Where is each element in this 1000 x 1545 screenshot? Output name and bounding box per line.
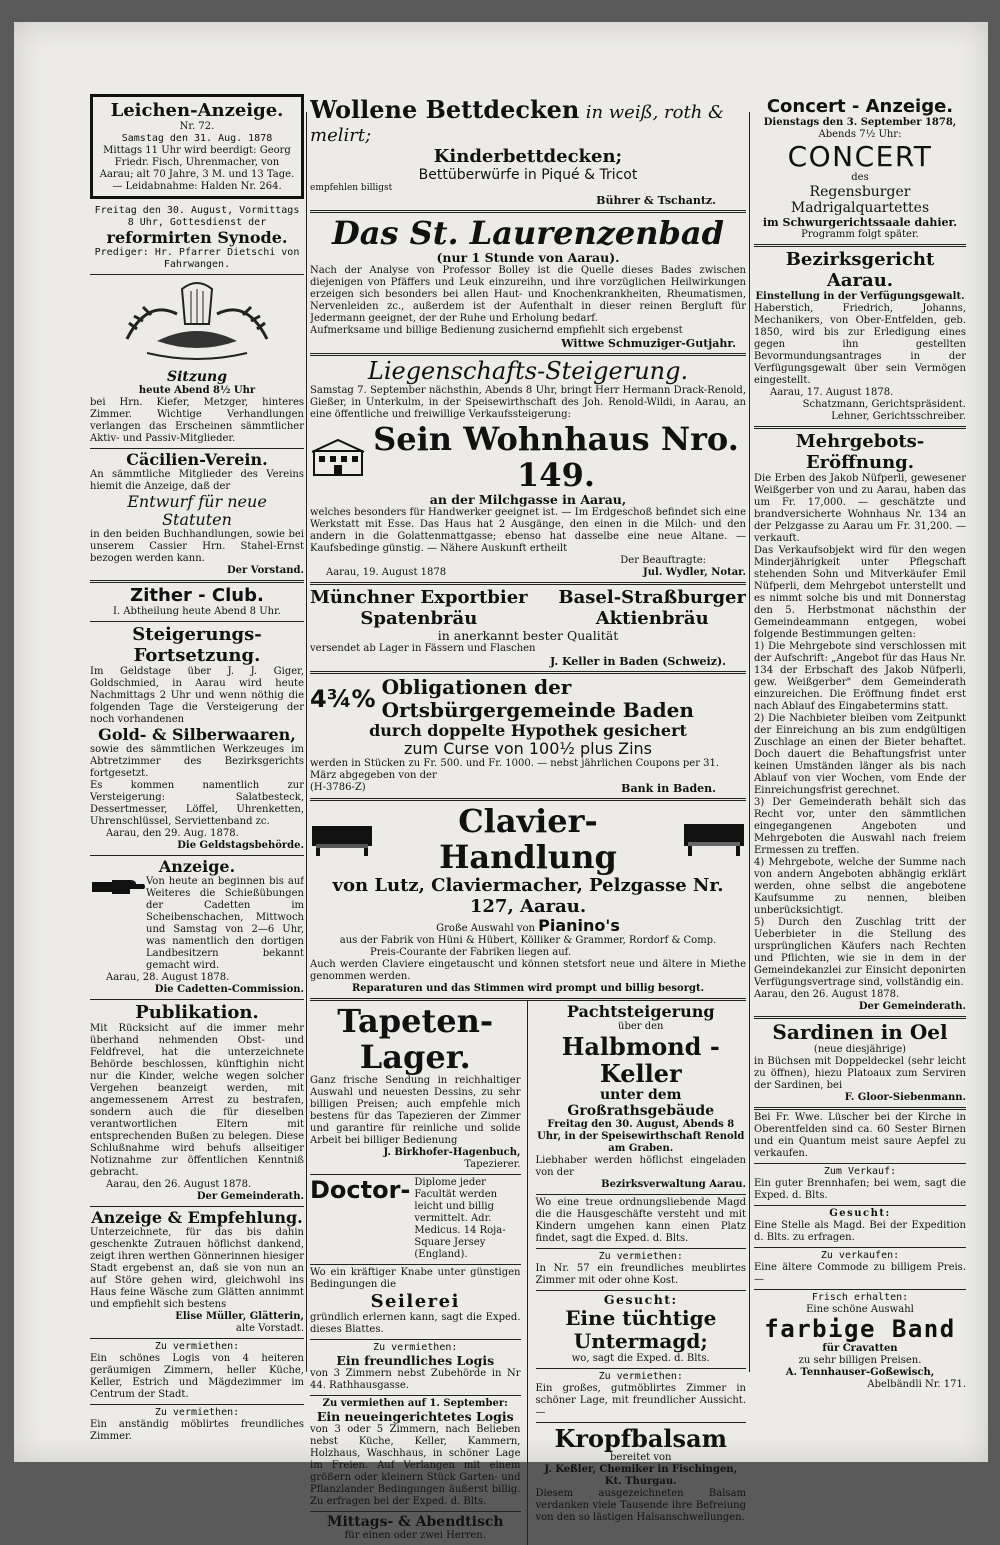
clavier-text4: Auch werden Claviere eingetauscht und können stetsfort neue und ältere in Miethe genommen werden. bbox=[310, 959, 746, 983]
tapeten-title: Tapeten-Lager. bbox=[337, 1002, 494, 1077]
vermiethen-meublirt bbox=[536, 1249, 747, 1291]
sardinen-sign: F. Gloor-Siebenmann. bbox=[844, 1092, 966, 1103]
steigerung-text3: Es kommen namentlich zur Versteigerung: Salatbesteck, Dessertmesser, Löffel, Uhrenketten, Uhrenschlüssel, Serviettenband zc. bbox=[90, 780, 304, 827]
liegenschaft-ad bbox=[310, 356, 746, 585]
clavier-text2: aus der Fabrik von Hüni & Hübert, Kölliker & Grammer, Rordorf & Comp. bbox=[339, 935, 717, 947]
piano-icon bbox=[310, 822, 374, 856]
obligationen-ad bbox=[310, 674, 746, 801]
obligationen-sign: Bank in Baden. bbox=[621, 782, 716, 796]
concert-time: Abends 7½ Uhr: bbox=[818, 129, 902, 140]
caecilien-emph: Entwurf für neue Statuten bbox=[127, 492, 267, 529]
clavier-line2: von Lutz, Claviermacher, Pelzgasse Nr. 127, Aarau. bbox=[332, 875, 724, 918]
gesucht2-title: Gesucht: bbox=[829, 1208, 891, 1219]
concert-big: CONCERT bbox=[787, 140, 933, 173]
bezirksgericht-sub: Einstellung in der Verfügungsgewalt. bbox=[755, 291, 965, 302]
bezirksgericht-ad bbox=[754, 247, 966, 429]
laurenzenbad-text2: Aufmerksame und billige Bedienung zusichernd empfiehlt sich ergebenst bbox=[310, 325, 683, 337]
vermiethen-text: Ein anständig möblirtes freundliches Zimmer. bbox=[90, 1419, 304, 1442]
kropf-text: Diesem ausgezeichneten Balsam verdanken viele Tausende ihre Befreiung von den so lästigen Halsanschwellungen. bbox=[535, 1488, 746, 1524]
kommode-title: Zu verkaufen: bbox=[820, 1250, 900, 1261]
doctor-text: Diplome jeder Facultät werden leicht und billig vermittelt. Adr. Medicus. 14 Roja-Square Jersey (England). bbox=[414, 1177, 506, 1261]
logis-freundlich bbox=[310, 1340, 521, 1396]
bier-brands bbox=[310, 587, 746, 629]
verkauf-text: Ein guter Brennhafen; bei wem, sagt die Exped. d. Blts. bbox=[754, 1178, 966, 1201]
steigerung-text: Im Geldstage über J. J. Giger, Goldschmied, in Aarau wird heute Nachmittags 2 Uhr und wenn nöthig die folgenden Tage die Versteigerung der noch vorhandenen bbox=[90, 666, 304, 725]
bezirksgericht-title: Bezirksgericht Aarau. bbox=[785, 249, 935, 291]
sardinen-sub: (neue diesjährige) bbox=[813, 1044, 907, 1055]
mehrgebot-text2: Das Verkaufsobjekt wird für den wegen Minderjährigkeit unter Pflegschaft stehenden Sohn und Mitverkäufer Emil Nüfperli, dem Mehrgebot unterstellt und es nimmt solche bis und mit Donnerstag den 5. Herbstmonat nächsthin der Gemeindeammann entgegen, wobei folgende Bestimmungen gelten: bbox=[754, 545, 966, 640]
cadetten-anzeige bbox=[90, 856, 304, 1000]
piano-icon bbox=[682, 822, 746, 856]
logis1-title: Zu vermiethen: bbox=[373, 1342, 458, 1354]
liegenschaft-text: Samstag 7. September nächsthin, Abends 8 Uhr, bringt Herr Hermann Drack-Renold, Gießer, in Unterkulm, in der Speisewirthschaft des Joh. Renold-Wildi, in Aarau, an eine öffentliche und freiwillige Verkaufssteigerung: bbox=[310, 385, 746, 421]
tapeten-sign2: Tapezierer. bbox=[464, 1159, 521, 1171]
vermiethen4-text: Ein großes, gutmöblirtes Zimmer in schöner Lage, mit freundlicher Aussicht. — bbox=[535, 1383, 746, 1419]
magd-ad bbox=[536, 1195, 747, 1249]
anzeige-empfehlung bbox=[90, 1207, 304, 1339]
caecilien-verein bbox=[90, 449, 304, 583]
logis2-title: Zu vermiethen auf 1. September: bbox=[322, 1398, 508, 1410]
doctor-title: Doctor- bbox=[310, 1176, 411, 1205]
band-ad bbox=[754, 1290, 966, 1394]
mehrgebot-item: 3) Der Gemeinderath behält sich das Recht vor, unter den sämmtlichen eingegangenen Angeboten und Mehrgeboten die Auswahl nach freiem Ermessen zu treffen. bbox=[754, 797, 966, 856]
tapeten-text: Ganz frische Sendung in reichhaltiger Auswahl und neuesten Dessins, zu sehr billigen Preisen; auch empfehle mich bestens für das Tapezieren der Zimmer und garantire für reinliche und solide Arbeit bei billiger Bedienung bbox=[310, 1075, 521, 1147]
doctor-ad bbox=[310, 1175, 521, 1265]
vermiethen4-title: Zu vermiethen: bbox=[598, 1371, 683, 1383]
sardinen-ad bbox=[754, 1019, 966, 1110]
obligationen-sub: durch doppelte Hypothek gesichert bbox=[369, 721, 687, 741]
bier-left2: Spatenbräu bbox=[360, 608, 478, 630]
publikation-date: Aarau, den 26. August 1878. bbox=[106, 1179, 252, 1190]
pacht-text2: Liebhaber werden höflichst eingeladen von der bbox=[535, 1155, 746, 1179]
mehrgebot-ad bbox=[754, 429, 966, 1019]
steigerung-date: Aarau, den 29. Aug. 1878. bbox=[106, 828, 239, 839]
leichen-text: Mittags 11 Uhr wird beerdigt: Georg Friedr. Fisch, Uhrenmacher, von Aarau; alt 70 Jahre, 3 M. und 13 Tage. — Leidabnahme: Halden Nr. 264. bbox=[99, 145, 295, 192]
empfehlung-sign2: alte Vorstadt. bbox=[235, 1323, 304, 1334]
middle-subcolumns bbox=[310, 1001, 746, 1545]
obligationen-title: Obligationen der Ortsbürgergemeinde Baden bbox=[381, 675, 694, 723]
bettdecken-line2: Kinderbettdecken; bbox=[433, 146, 623, 167]
synode-title: reformirten Synode. bbox=[106, 228, 288, 247]
publikation-title: Publikation. bbox=[135, 1002, 259, 1023]
anzeige-title: Anzeige. bbox=[158, 857, 236, 876]
gesucht1-big: Eine tüchtige Untermagd; bbox=[565, 1306, 717, 1354]
vermiethen-title: Zu vermiethen: bbox=[154, 1341, 240, 1352]
mehrgebot-date: Aarau, den 26. August 1878. bbox=[754, 989, 900, 1000]
zither-text: I. Abtheilung heute Abend 8 Uhr. bbox=[113, 606, 281, 617]
seilerei-emph: Seilerei bbox=[370, 1291, 460, 1313]
concert-place: im Schwurgerichtssaale dahier. bbox=[762, 216, 958, 229]
handshake-lyre-emblem-icon bbox=[117, 279, 277, 367]
anzeige-sign: Die Cadetten-Commission. bbox=[154, 984, 304, 995]
bier-sign: J. Keller in Baden (Schweiz). bbox=[549, 655, 726, 669]
sardinen-title: Sardinen in Oel bbox=[772, 1020, 948, 1044]
leichen-anzeige bbox=[90, 94, 304, 199]
leichen-date: Samstag den 31. Aug. 1878 bbox=[121, 133, 273, 144]
house-icon bbox=[310, 437, 366, 477]
bettdecken-line4: empfehlen billigst bbox=[310, 183, 393, 193]
bettdecken-title-rest: in weiß, roth & melirt; bbox=[310, 102, 725, 146]
gesucht2-text: Eine Stelle als Magd. Bei der Expedition d. Blts. zu erfragen. bbox=[754, 1220, 966, 1243]
magd-text: Wo eine treue ordnungsliebende Magd die die Hausgeschäfte versteht und mit Kindern umgehen kann einen Platz findet, sagt die Exped. d. Blts. bbox=[535, 1197, 746, 1245]
obligationen-text: werden in Stücken zu Fr. 500. und Fr. 1000. — nebst jährlichen Coupons per 31. März abgegeben von der bbox=[310, 758, 720, 782]
clavier-title: Clavier-Handlung bbox=[439, 802, 617, 877]
bezirksgericht-sign2: Lehner, Gerichtsschreiber. bbox=[831, 411, 966, 422]
laurenzenbad-sign: Wittwe Schmuziger-Gutjahr. bbox=[561, 337, 736, 351]
bier-text1: in anerkannt bester Qualität bbox=[437, 628, 619, 644]
liegenschaft-sub: an der Milchgasse in Aarau, bbox=[429, 492, 627, 508]
middle-subcolumn-left bbox=[310, 1001, 528, 1545]
logis1-emph: Ein freundliches Logis bbox=[336, 1353, 495, 1369]
liegenschaft-text2: welches besonders für Handwerker geeignet ist. — Im Erdgeschoß befindet sich eine Werkstatt mit Esse. Das Haus hat 2 Ausgänge, den einen in die Milch- und den andern in die Golattenmattgasse; ebenso hat dasselbe eine neue Altane. — Kaufsbedinge günstig. — Nähere Auskunft ertheilt bbox=[310, 507, 746, 555]
pacht-sub: über den bbox=[618, 1021, 664, 1033]
pachtsteigerung-ad bbox=[536, 1001, 747, 1195]
mehrgebot-item: 4) Mehrgebote, welche der Summe nach von andern Angeboten abhängig erklärt werden, ohne selbst die angebotene Kaufsumme zu nennen, bleiben unberücksichtigt. bbox=[754, 857, 966, 916]
bettdecken-ad bbox=[310, 94, 746, 213]
empfehlung-sign: Elise Müller, Glätterin, bbox=[175, 1311, 304, 1322]
logis1-text: von 3 Zimmern nebst Zubehörde in Nr 44. Rathhausgasse. bbox=[310, 1368, 521, 1392]
mittagstisch-title: Mittags- & Abendtisch bbox=[326, 1514, 504, 1531]
bier-ad bbox=[310, 585, 746, 674]
concert-des: des bbox=[851, 172, 869, 183]
seilerei-text: Wo ein kräftiger Knabe unter günstigen Bedingungen die bbox=[310, 1267, 521, 1291]
band-sign2: Abelbändli Nr. 171. bbox=[867, 1379, 966, 1390]
synode-preacher: Prediger: Hr. Pfarrer Dietschi von Fahrwangen. bbox=[94, 247, 300, 270]
bezirksgericht-text: Haberstich, Friedrich, Johanns, Mechanikers, von Ober-Entfelden, geb. 1850, wird bis zur Erledigung eines gegen ihn gestellten Bevormundungsantrages in der Verfügungsgewalt über sein Vermögen eingestellt. bbox=[754, 303, 966, 386]
bettdecken-line3: Bettüberwürfe in Piqué & Tricot bbox=[418, 167, 638, 183]
kommode-ad bbox=[754, 1248, 966, 1290]
sitzung-text: bei Hrn. Kiefer, Metzger, hinteres Zimmer. Wichtige Verhandlungen verlangen das Erscheinen sämmtlicher Aktiv- und Passiv-Mitglieder. bbox=[90, 397, 304, 444]
mehrgebot-title: Mehrgebots-Eröffnung. bbox=[795, 431, 925, 473]
zither-club bbox=[90, 583, 304, 622]
sardinen-text: in Büchsen mit Doppeldeckel (sehr leicht zu öffnen), hiezu Platoaux zum Serviren der Sardinen, bei bbox=[754, 1056, 966, 1091]
band-text2: für Cravatten bbox=[822, 1343, 898, 1354]
sitzung-title: Sitzung bbox=[167, 369, 227, 385]
mehrgebot-item: 1) Die Mehrgebote sind verschlossen mit der Aufschrift: „Angebot für das Haus Nr. 134 der Erbschaft des Jakob Nüfperli, gew. Weißgerber" dem Gemeinderath einzureichen. Die Eröffnung findet erst nach Ablauf des Eingabetermins statt. bbox=[754, 641, 966, 712]
seilerei-ad bbox=[310, 1265, 521, 1340]
publikation-sign: Der Gemeinderath. bbox=[196, 1191, 304, 1202]
middle-subcolumn-right bbox=[536, 1001, 747, 1545]
kropf-sub: bereitet von bbox=[610, 1452, 672, 1464]
mehrgebot-text1: Die Erben des Jakob Nüfperli, gewesener Weißgerber von und zu Aarau, haben das um Fr. 17,000. — geschätzte und brandversicherte Wohnhaus Nr. 134 an der Pelzgasse zu Aarau um Fr. 31,200. — verkauft. bbox=[754, 473, 966, 544]
gesucht1-text: wo, sagt die Exped. d. Blts. bbox=[571, 1353, 710, 1365]
synode-notice bbox=[90, 203, 304, 275]
vermiethen3-title: Zu vermiethen: bbox=[598, 1251, 683, 1263]
steigerung-fortsetzung bbox=[90, 622, 304, 856]
bier-text2: versendet ab Lager in Fässern und Flaschen bbox=[310, 643, 536, 655]
logis2-emph: Ein neueingerichtetes Logis bbox=[316, 1409, 514, 1425]
anzeige-body bbox=[90, 876, 304, 972]
bezirksgericht-sign1: Schatzmann, Gerichtspräsident. bbox=[802, 399, 966, 410]
mittagstisch-text: für einen oder zwei Herren. bbox=[344, 1530, 486, 1542]
birnen-ad bbox=[754, 1110, 966, 1164]
kropf-sign: J. Keßler, Chemiker in Fischingen, Kt. Thurgau. bbox=[544, 1464, 738, 1488]
pacht-sub2: unter dem Großrathsgebäude bbox=[567, 1087, 715, 1120]
band-text3: zu sehr billigen Preisen. bbox=[798, 1355, 922, 1366]
vermiethen3-text: In Nr. 57 ein freundliches meublirtes Zimmer mit oder ohne Kost. bbox=[535, 1263, 746, 1287]
concert-title: Concert - Anzeige. bbox=[766, 96, 954, 117]
anzeige-text: Von heute an beginnen bis auf Weiteres die Schießübungen der Cadetten im Scheibenschachen, Mittwoch und Samstag von 2—6 Uhr, was namentlich den dortigen Landbesitzern bekannt gemacht wird. bbox=[146, 876, 304, 971]
band-big: farbige Band bbox=[764, 1315, 956, 1343]
steigerung-title: Steigerungs-Fortsetzung. bbox=[132, 624, 262, 666]
column-left bbox=[90, 94, 304, 1446]
obligationen-pct: 4¾% bbox=[310, 684, 376, 713]
leichen-nr: Nr. 72. bbox=[179, 121, 215, 132]
sitzung-notice bbox=[90, 275, 304, 449]
liegenschaft-label: Der Beauftragte: bbox=[620, 555, 706, 567]
tapeten-sign: J. Birkhofer-Hagenbuch, bbox=[383, 1147, 521, 1159]
logis-neu bbox=[310, 1396, 521, 1512]
clavier-text1: Große Auswahl von bbox=[436, 923, 535, 935]
clavier-text5: Reparaturen und das Stimmen wird prompt und billig besorgt. bbox=[351, 983, 705, 995]
concert-anzeige bbox=[754, 94, 966, 247]
clavier-pianinos: Pianino's bbox=[538, 916, 620, 936]
steigerung-text2: sowie des sämmtlichen Werkzeuges im Abtretzimmer des Bezirksgerichts fortgesetzt. bbox=[90, 744, 304, 779]
vermiethen-gross bbox=[536, 1369, 747, 1423]
bier-right2: Aktienbräu bbox=[595, 608, 709, 630]
obligationen-code: (H-3786-Z) bbox=[310, 782, 366, 794]
liegenschaft-sign: Jul. Wydler, Notar. bbox=[643, 567, 746, 579]
laurenzenbad-sub: (nur 1 Stunde von Aarau). bbox=[436, 250, 620, 266]
laurenzenbad-title: Das St. Laurenzenbad bbox=[331, 214, 725, 253]
pointing-hand-icon bbox=[90, 876, 146, 898]
obligationen-curs: zum Curse von 100½ plus Zins bbox=[403, 739, 653, 759]
gesucht-magd-stelle bbox=[754, 1206, 966, 1248]
liegenschaft-title: Liegenschafts-Steigerung. bbox=[367, 357, 689, 386]
mehrgebot-item: 5) Durch den Zuschlag tritt der Ueberbieter in die Stellung des ursprünglichen Käufers nach Rechten und Pflichten, wie sie in dem in der Gemeindekanzlei zur Einsicht deponirten Verfügungsvertrage sind, vollständig ein. bbox=[754, 917, 966, 988]
bettdecken-sign: Bührer & Tschantz. bbox=[596, 194, 716, 208]
bezirksgericht-date: Aarau, 17. August 1878. bbox=[770, 387, 894, 398]
mehrgebot-item: 2) Die Nachbieter bleiben vom Zeitpunkt der Einreichung an bis zum endgültigen Zuschlage an einen der Bieter behaftet. Doch dauert die Behaftungsfrist unter keinen Umständen länger als bis nach Ablauf von vier Wochen, vom Ende der Einreichungsfrist gerechnet. bbox=[754, 713, 966, 796]
zither-title: Zither - Club. bbox=[130, 585, 264, 606]
column-right bbox=[754, 94, 966, 1394]
caecilien-title: Cäcilien-Verein. bbox=[126, 450, 268, 469]
clavier-text3: Preis-Courante der Fabriken liegen auf. bbox=[370, 947, 572, 959]
newspaper-page bbox=[14, 22, 988, 1542]
liegenschaft-house-row bbox=[310, 421, 746, 493]
gesucht-untermagd bbox=[536, 1291, 747, 1369]
empfehlung-text: Unterzeichnete, für das bis dahin geschenkte Zutrauen höflichst dankend, zeigt ihren werthen Gönnerinnen hiesiger Stadt ergebenst an, daß sie von nun an auf Störe gehen wird, gleichwohl ins Haus feine Wäsche zum Glätten annimmt und empfiehlt sich bestens bbox=[90, 1227, 304, 1310]
verkauf-ad bbox=[754, 1164, 966, 1206]
vermiethen-title: Zu vermiethen: bbox=[154, 1407, 240, 1418]
caecilien-sign: Der Vorstand. bbox=[226, 565, 304, 576]
band-text1: Eine schöne Auswahl bbox=[806, 1304, 914, 1315]
pacht-sign: Bezirksverwaltung Aarau. bbox=[601, 1179, 746, 1191]
steigerung-emph: Gold- & Silberwaaren, bbox=[98, 725, 296, 744]
publikation-text: Mit Rücksicht auf die immer mehr überhand nehmenden Obst- und Feldfrevel, hat die unterzeichnete Behörde beschlossen, künftighin nicht nur die Kinder, welche wegen solcher Vergehen beanzeigt werden, mit angemessenem Arrest zu bestrafen, sondern auch die für dieselben verantwortlichen Eltern mit entsprechenden Bußen zu belegen. Diese Schlußnahme wird behufs allseitiger Notiznahme zur öffentlichen Kenntniß gebracht. bbox=[90, 1023, 304, 1178]
empfehlung-title: Anzeige & Empfehlung. bbox=[91, 1208, 303, 1227]
logis2-text: von 3 oder 5 Zimmern, nach Belieben nebst Küche, Keller, Kammern, Holzhaus, Waschhaus, in schöner Lage im Freien. Auf Verlangen mit einem größern oder kleinern Stück Garten- und Pflanzlander Bedingungen äußerst billig. Zu erfragen bei der Exped. d. Blts. bbox=[310, 1424, 521, 1508]
caecilien-text2: in den beiden Buchhandlungen, sowie bei unserem Cassier Hrn. Stahel-Ernst bezogen werden kann. bbox=[90, 529, 304, 564]
kropfbalsam-ad bbox=[536, 1423, 747, 1527]
bier-right1: Basel-Straßburger bbox=[558, 587, 746, 609]
sitzung-time: heute Abend 8½ Uhr bbox=[138, 385, 256, 396]
birnen-text: Bei Fr. Wwe. Lüscher bei der Kirche in Oberentfelden sind ca. 60 Sester Birnen und ein Quantum meist saure Aepfel zu verkaufen. bbox=[754, 1112, 966, 1159]
liegenschaft-date: Aarau, 19. August 1878 bbox=[326, 567, 447, 579]
vermiethen-logis bbox=[90, 1339, 304, 1405]
mehrgebot-sign: Der Gemeinderath. bbox=[858, 1001, 966, 1012]
column-middle bbox=[310, 94, 746, 1545]
anzeige-date: Aarau, 28. August 1878. bbox=[106, 972, 230, 983]
band-title: Frisch erhalten: bbox=[811, 1292, 909, 1303]
laurenzenbad-text: Nach der Analyse von Professor Bolley ist die Quelle dieses Bades zwischen diejenigen von Pfäffers und Leuk einzureihn, und ihre vorzüglichen Heilwirkungen erzeigen sich besonders bei allen Haut- und Knochenkrankheiten, Rheumatismen, Nervenleiden zc., außerdem ist der Aufenthalt in dieser reinen Bergluft für Jedermann geeignet, der der Ruhe und Erholung bedarf. bbox=[310, 265, 746, 325]
band-sign1: A. Tennhauser-Goßewisch, bbox=[785, 1367, 935, 1378]
tapeten-ad bbox=[310, 1001, 521, 1175]
mittagstisch-ad bbox=[310, 1512, 521, 1545]
leichen-title: Leichen-Anzeige. bbox=[110, 100, 284, 121]
column-rule bbox=[749, 112, 750, 1372]
laurenzenbad-ad bbox=[310, 213, 746, 356]
pacht-title: Pachtsteigerung bbox=[566, 1002, 715, 1022]
pacht-big: Halbmond - Keller bbox=[561, 1032, 720, 1089]
synode-line: Freitag den 30. August, Vormittags 8 Uhr, Gottesdienst der bbox=[94, 205, 300, 228]
kropf-title: Kropfbalsam bbox=[554, 1424, 728, 1454]
bier-left1: Münchner Exportbier bbox=[310, 587, 528, 609]
steigerung-sign: Die Geldstagsbehörde. bbox=[177, 840, 304, 851]
pacht-text: Freitag den 30. August, Abends 8 Uhr, in der Speisewirthschaft Renold am Graben. bbox=[537, 1119, 745, 1155]
verkauf-title: Zum Verkauf: bbox=[823, 1166, 897, 1177]
publikation bbox=[90, 1000, 304, 1207]
caecilien-text: An sämmtliche Mitglieder des Vereins hiemit die Anzeige, daß der bbox=[90, 469, 304, 492]
kommode-text: Eine ältere Commode zu billigem Preis. — bbox=[754, 1262, 966, 1285]
liegenschaft-big: Sein Wohnhaus Nro. 149. bbox=[373, 420, 739, 495]
column-rule bbox=[306, 112, 307, 1372]
vermiethen-zimmer bbox=[90, 1405, 304, 1446]
gesucht1-title: Gesucht: bbox=[603, 1292, 678, 1308]
bettdecken-title: Wollene Bettdecken bbox=[310, 95, 580, 124]
concert-name: Regensburger Madrigalquartettes bbox=[790, 184, 930, 216]
seilerei-text2: gründlich erlernen kann, sagt die Exped. dieses Blattes. bbox=[310, 1312, 521, 1336]
clavier-ad bbox=[310, 801, 746, 1001]
vermiethen-text: Ein schönes Logis von 4 heiteren geräumigen Zimmern, heller Küche, Keller, Estrich und Mägdezimmer im Centrum der Stadt. bbox=[90, 1353, 304, 1400]
concert-prog: Programm folgt später. bbox=[801, 229, 919, 240]
concert-date: Dienstags den 3. September 1878, bbox=[763, 117, 957, 128]
